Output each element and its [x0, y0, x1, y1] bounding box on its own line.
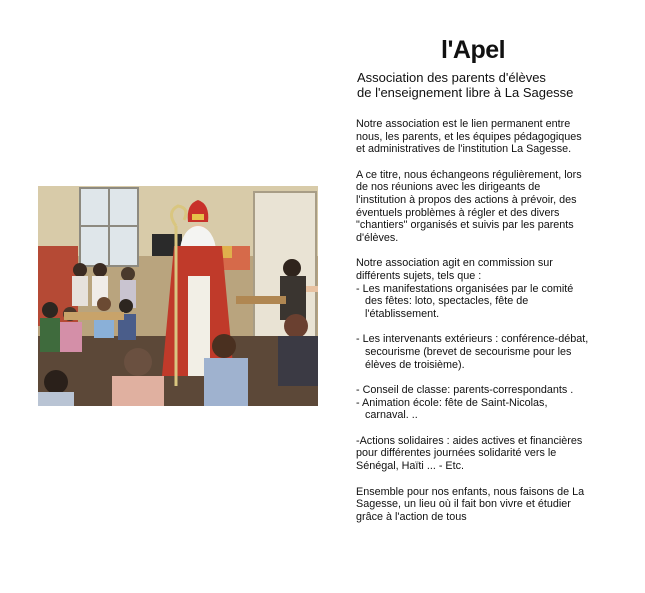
- paragraph-intro: Notre association est le lien permanent entre nous, les parents, et les équipes pédagogiques et administratives de l'institution La Sagesse.: [356, 118, 582, 156]
- commission-list: [356, 283, 592, 473]
- list-item: - Conseil de classe: parents-correspondants .: [356, 384, 574, 397]
- paragraph-commissions: Notre association agit en commission sur différents sujets, tels que :: [356, 257, 553, 282]
- subtitle-line-2: de l'enseignement libre à La Sagesse: [357, 85, 574, 100]
- page-title: l'Apel: [441, 36, 506, 64]
- saint-nicolas-photo: [38, 186, 318, 406]
- subtitle-line-1: Association des parents d'élèves: [357, 70, 546, 85]
- photo-illustration: [38, 186, 318, 406]
- list-item: - Les manifestations organisées par le comité des fêtes: loto, spectacles, fête de l'établissement.: [356, 282, 574, 320]
- list-item: - Animation école: fête de Saint-Nicolas, carnaval. ..: [356, 396, 548, 422]
- paragraph-closing: Ensemble pour nos enfants, nous faisons de La Sagesse, un lieu où il fait bon vivre et étudier grâce à l'action de tous: [356, 485, 585, 523]
- body-text: [356, 118, 592, 536]
- list-item: - Les intervenants extérieurs : conférence-débat, secourisme (brevet de secourisme pour les élèves de troisième).: [356, 333, 589, 371]
- list-item: -Actions solidaires : aides actives et financières pour différentes journées solidarité vers le Sénégal, Haïti ... - Etc.: [356, 434, 583, 473]
- paragraph-meetings: A ce titre, nous échangeons régulièrement, lors de nos réunions avec les dirigeants de l'institution à propos des actions à prévoir, des éventuels problèmes à régler et des divers "chantiers" organisés et suivis par les parents d'élèves.: [356, 168, 582, 244]
- subtitle: [357, 70, 617, 100]
